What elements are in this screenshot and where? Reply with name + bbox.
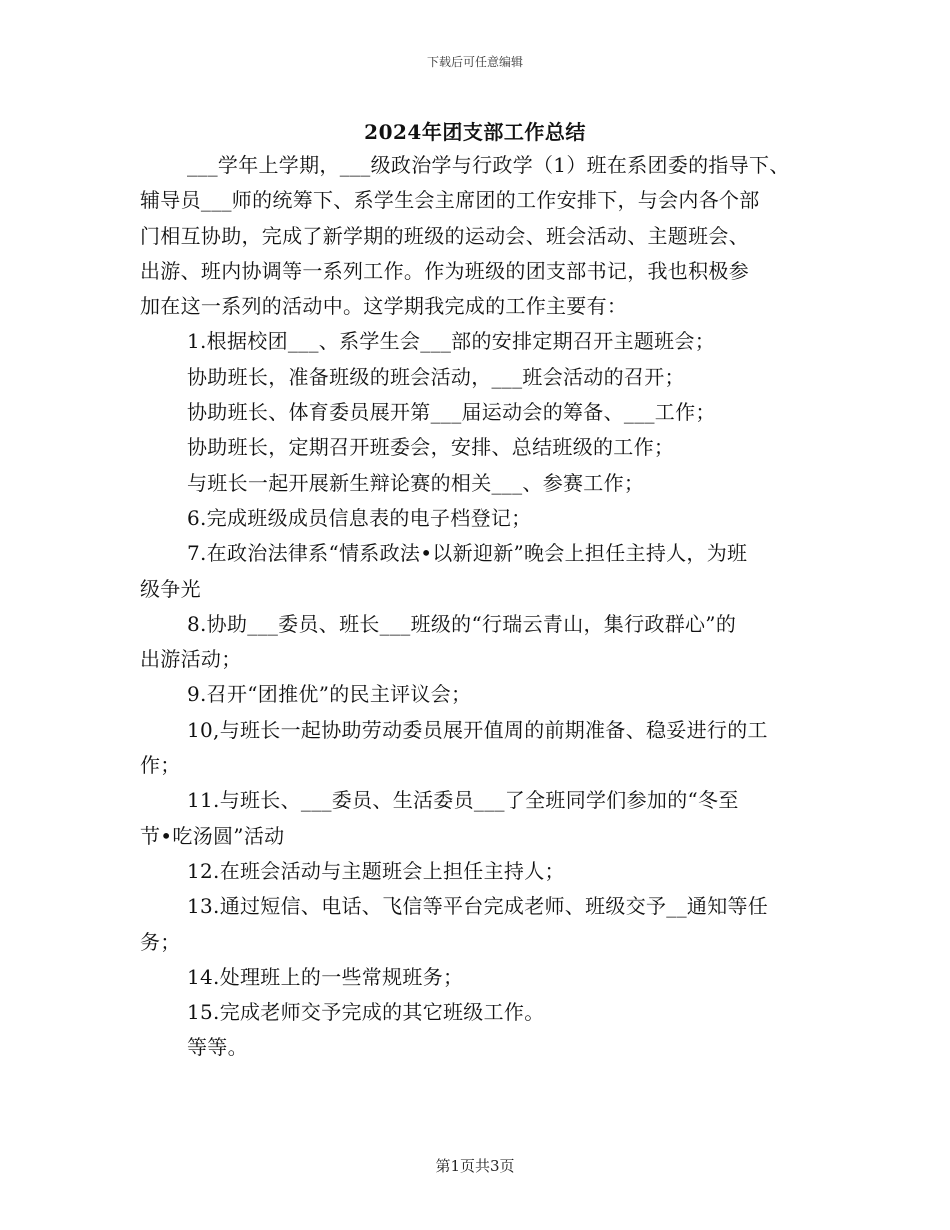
page-footer: 第1页共3页 [435,1157,515,1175]
list-item-8-cont: 出游活动； [140,647,242,672]
list-item-15: 15.完成老师交予完成的其它班级工作。 [187,1000,545,1025]
list-item-1: 1.根据校团___、系学生会___部的安排定期召开主题班会； [187,329,716,354]
list-item-13-cont: 务； [140,929,181,954]
list-item-14: 14.处理班上的一些常规班务； [187,964,464,989]
list-item-6: 6.完成班级成员信息表的电子档登记； [187,505,532,530]
list-item-7-cont: 级争光 [140,576,201,601]
list-item-8: 8.协助___委员、班长___班级的“行瑞云青山，集行政群心”的 [187,611,737,636]
list-item-2: 协助班长，准备班级的班会活动，___班会活动的召开； [187,364,685,389]
list-item-13: 13.通过短信、电话、飞信等平台完成老师、班级交予__通知等任 [187,894,769,919]
list-item-9: 9.召开“团推优”的民主评议会； [187,682,472,707]
paragraph-line: 门相互协助，完成了新学期的班级的运动会、班会活动、主题班会、 [140,223,749,248]
list-item-4: 协助班长，定期召开班委会，安排、总结班级的工作； [187,435,675,460]
list-item-11: 11.与班长、___委员、生活委员___了全班同学们参加的“冬至 [187,788,739,813]
header-note: 下载后可任意编辑 [426,55,523,69]
paragraph-line: 辅导员___师的统筹下、系学生会主席团的工作安排下，与会内各个部 [140,188,760,213]
paragraph-line: 加在这一系列的活动中。这学期我完成的工作主要有： [140,294,628,319]
paragraph-line: ___学年上学期，___级政治学与行政学（1）班在系团委的指导下、 [187,153,790,177]
list-item-5: 与班长一起开展新生辩论赛的相关___、参赛工作； [187,470,645,495]
list-item-12: 12.在班会活动与主题班会上担任主持人； [187,858,565,883]
list-item-3: 协助班长、体育委员展开第___届运动会的筹备、___工作； [187,400,716,425]
list-item-11-cont: 节•吃汤圆”活动 [140,823,285,848]
list-item-7: 7.在政治法律系“情系政法•以新迎新”晚会上担任主持人，为班 [187,541,748,566]
closing-line: 等等。 [187,1035,248,1060]
paragraph-line: 出游、班内协调等一系列工作。作为班级的团支部书记，我也积极参 [140,258,749,283]
document-title: 2024年团支部工作总结 [364,120,586,144]
document-body [140,148,820,1066]
list-item-10: 10,与班长一起协助劳动委员展开值周的前期准备、稳妥进行的工 [187,717,768,742]
list-item-10-cont: 作； [140,753,181,778]
